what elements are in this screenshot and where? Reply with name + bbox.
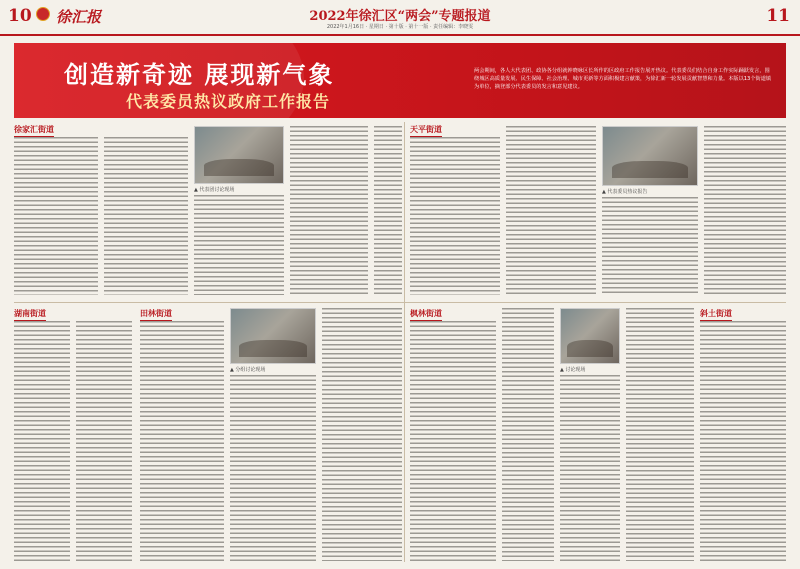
right-page-number: 11 — [766, 6, 790, 26]
emblem-icon — [36, 7, 50, 21]
article-text — [602, 197, 698, 295]
band-divider — [14, 302, 786, 303]
headline-banner — [14, 43, 786, 118]
news-photo — [230, 308, 316, 364]
issue-info: 2022年1月16日 · 星期日 · 第十版 · 第十一版 · 责任编辑：李晓雯 — [326, 24, 474, 30]
article-text — [104, 137, 188, 295]
article-text — [560, 375, 620, 561]
sub-headline: 代表委员热议政府工作报告 — [126, 92, 331, 111]
section-hunan-title: 湖南街道 — [14, 308, 46, 321]
article-text — [410, 137, 500, 295]
left-page-number: 10 — [8, 6, 32, 26]
masthead — [0, 0, 800, 36]
news-photo — [560, 308, 620, 364]
article-text — [194, 195, 284, 295]
article-text — [290, 126, 368, 295]
photo-caption: ▲ 分组讨论现场 — [230, 367, 266, 373]
article-text — [76, 321, 132, 561]
news-photo — [194, 126, 284, 184]
section-tianping-title: 天平街道 — [410, 124, 442, 137]
article-text — [14, 137, 98, 295]
article-text — [626, 308, 694, 561]
article-text — [230, 375, 316, 561]
photo-caption: ▲ 代表团讨论现场 — [194, 187, 235, 193]
main-headline: 创造新奇迹 展现新气象 — [64, 60, 335, 89]
news-photo — [602, 126, 698, 186]
article-text — [502, 308, 554, 561]
article-text — [410, 321, 496, 561]
article-text — [14, 321, 70, 561]
banner-intro-text: 两会期间，各人大代表团、政协各分组就钟晓咏区长所作的区政府工作报告展开热议。代表委员们结合自身工作实际踊跃发言，围绕城区高质量发展、民生保障、社会治理、城市更新等方面积极建言献策，为徐汇新一轮发展贡献智慧和力量。本版以13个街道镇为单位，摘登部分代表委员的发言和意见建议。 — [474, 68, 772, 90]
section-xujiahui-title: 徐家汇街道 — [14, 124, 54, 137]
article-text — [322, 308, 402, 561]
photo-caption: ▲ 讨论现场 — [560, 367, 586, 373]
paper-name: 徐汇报 — [56, 8, 102, 26]
article-text — [704, 126, 786, 295]
article-text — [374, 126, 402, 295]
special-title: 2022年徐汇区“两会”专题报道 — [309, 9, 491, 24]
article-text — [700, 321, 786, 561]
article-text — [140, 321, 224, 561]
article-text — [506, 126, 596, 295]
section-tianlin-title: 田林街道 — [140, 308, 172, 321]
section-fenglin-title: 枫林街道 — [410, 308, 442, 321]
page-gutter — [404, 122, 405, 562]
photo-caption: ▲ 代表委员热议报告 — [602, 189, 648, 195]
section-xietu-title: 斜土街道 — [700, 308, 732, 321]
